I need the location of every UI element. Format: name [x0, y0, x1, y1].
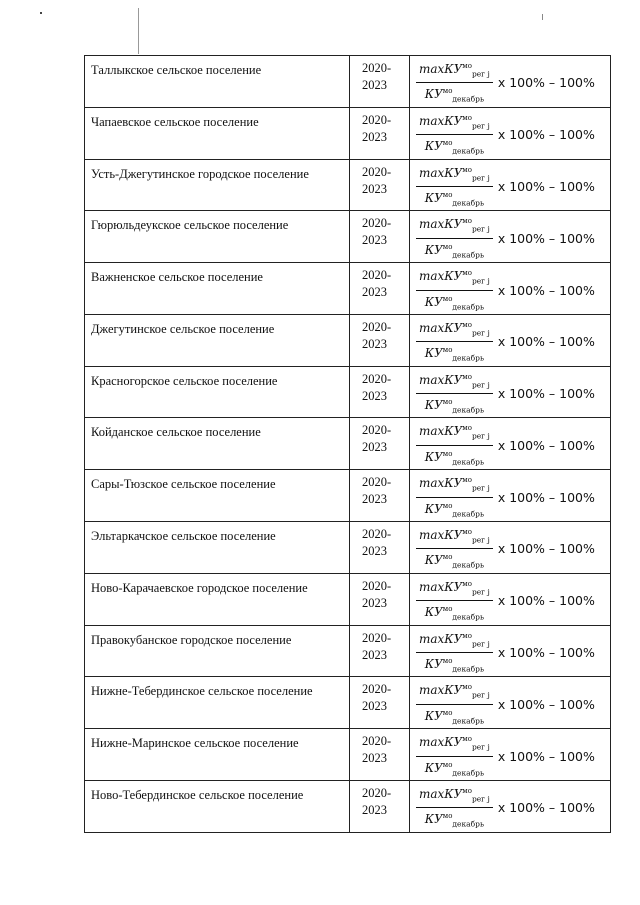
- formula-tail: x 100% – 100%: [497, 75, 595, 91]
- table-row: [85, 263, 611, 315]
- formula-tail: x 100% – 100%: [497, 748, 595, 764]
- formula-denominator: $КУ^{мо}_{декабрь}$: [424, 812, 485, 829]
- settlement-name: Правокубанское городское поселение: [91, 632, 292, 647]
- period-text: 2020- 2023: [362, 785, 392, 817]
- settlement-name: Чапаевское сельское поселение: [91, 114, 259, 129]
- settlement-cell: [85, 729, 350, 781]
- scan-mark-dot: [40, 12, 42, 14]
- formula-cell: [410, 522, 611, 574]
- settlement-cell: [85, 211, 350, 263]
- period-text: 2020- 2023: [362, 578, 392, 610]
- formula: [410, 522, 610, 573]
- formula-cell: [410, 366, 611, 418]
- formula-tail: x 100% – 100%: [497, 437, 595, 453]
- formula-denominator: $КУ^{мо}_{декабрь}$: [424, 708, 485, 726]
- settlement-name: Сары-Тюзское сельское поселение: [91, 477, 276, 492]
- settlement-name: Нижне-Тебердинское сельское поселение: [91, 684, 313, 699]
- period-cell: [350, 56, 410, 108]
- formula-cell: [410, 729, 611, 781]
- table-row: [85, 780, 611, 832]
- period-text: 2020- 2023: [362, 61, 392, 92]
- formula-numerator: maxКУ$^{мо}_{рег j}$: [416, 473, 493, 497]
- formula: [410, 108, 610, 159]
- formula-cell: [410, 470, 611, 522]
- formula-fraction: [416, 318, 493, 366]
- municipal-indicator-table: [84, 55, 611, 833]
- period-cell: [350, 470, 410, 522]
- period-cell: [350, 522, 410, 574]
- formula-tail: x 100% – 100%: [497, 593, 595, 609]
- settlement-cell: [85, 263, 350, 315]
- table-row: [85, 729, 611, 781]
- settlement-cell: [85, 677, 350, 729]
- formula-numerator: maxКУ$^{мо}_{рег j}$: [416, 784, 493, 808]
- formula-tail: x 100% – 100%: [497, 489, 595, 505]
- formula-cell: [410, 107, 611, 159]
- period-text: 2020- 2023: [362, 164, 392, 196]
- formula-denominator: $КУ^{мо}_{декабрь}$: [424, 449, 485, 467]
- settlement-cell: [85, 314, 350, 366]
- formula: [410, 677, 610, 728]
- period-cell: [350, 211, 410, 263]
- settlement-cell: [85, 56, 350, 108]
- formula-fraction: [416, 266, 493, 314]
- formula-tail: x 100% – 100%: [497, 696, 595, 712]
- formula-numerator: maxКУ$^{мо}_{рег j}$: [416, 59, 493, 83]
- formula-denominator: $КУ^{мо}_{декабрь}$: [424, 760, 485, 777]
- settlement-name: Важненское сельское поселение: [91, 270, 263, 285]
- formula-fraction: [416, 680, 493, 728]
- formula: [410, 574, 610, 625]
- formula: [410, 263, 610, 314]
- table-row: [85, 677, 611, 729]
- formula-denominator: $КУ^{мо}_{декабрь}$: [424, 656, 485, 674]
- formula-fraction: [416, 732, 493, 780]
- formula: [410, 160, 610, 211]
- formula: [410, 418, 610, 469]
- period-cell: [350, 314, 410, 366]
- table-row: [85, 211, 611, 263]
- period-cell: [350, 366, 410, 418]
- period-text: 2020- 2023: [362, 319, 392, 351]
- formula-tail: x 100% – 100%: [497, 178, 595, 194]
- settlement-name: Усть-Джегутинское городское поселение: [91, 166, 309, 181]
- period-text: 2020- 2023: [362, 475, 392, 507]
- formula-denominator: $КУ^{мо}_{декабрь}$: [424, 605, 485, 622]
- period-cell: [350, 677, 410, 729]
- formula-numerator: maxКУ$^{мо}_{рег j}$: [416, 111, 493, 135]
- settlement-cell: [85, 366, 350, 418]
- settlement-name: Ново-Тебердинское сельское поселение: [91, 787, 304, 802]
- formula-tail: x 100% – 100%: [497, 127, 595, 143]
- formula-cell: [410, 314, 611, 366]
- period-text: 2020- 2023: [362, 527, 392, 559]
- settlement-cell: [85, 470, 350, 522]
- formula-tail: x 100% – 100%: [497, 334, 595, 350]
- formula-numerator: maxКУ$^{мо}_{рег j}$: [416, 214, 493, 238]
- formula-numerator: maxКУ$^{мо}_{рег j}$: [416, 577, 493, 601]
- period-cell: [350, 418, 410, 470]
- period-cell: [350, 573, 410, 625]
- period-cell: [350, 159, 410, 211]
- settlement-cell: [85, 522, 350, 574]
- formula-numerator: maxКУ$^{мо}_{рег j}$: [416, 163, 493, 187]
- formula: [410, 729, 610, 780]
- formula-fraction: [416, 214, 493, 262]
- period-text: 2020- 2023: [362, 371, 392, 403]
- formula-cell: [410, 159, 611, 211]
- table-row: [85, 522, 611, 574]
- settlement-name: Джегутинское сельское поселение: [91, 321, 275, 336]
- formula-fraction: [416, 577, 493, 625]
- settlement-name: Эльтаркачское сельское поселение: [91, 529, 276, 544]
- formula-numerator: maxКУ$^{мо}_{рег j}$: [416, 266, 493, 290]
- formula-cell: [410, 780, 611, 832]
- formula: [410, 626, 610, 677]
- table-row: [85, 107, 611, 159]
- formula-denominator: $КУ^{мо}_{декабрь}$: [424, 553, 485, 570]
- period-text: 2020- 2023: [362, 423, 392, 455]
- formula-numerator: maxКУ$^{мо}_{рег j}$: [416, 525, 493, 549]
- formula-denominator: $КУ^{мо}_{декабрь}$: [424, 398, 485, 415]
- formula-cell: [410, 263, 611, 315]
- formula-tail: x 100% – 100%: [497, 230, 595, 246]
- formula-tail: x 100% – 100%: [497, 386, 595, 402]
- table-row: [85, 159, 611, 211]
- period-text: 2020- 2023: [362, 216, 392, 248]
- period-text: 2020- 2023: [362, 268, 392, 300]
- scan-mark-line: [138, 8, 139, 54]
- formula-fraction: [416, 525, 493, 573]
- formula-tail: x 100% – 100%: [497, 282, 595, 298]
- settlement-name: Койданское сельское поселение: [91, 425, 261, 440]
- settlement-name: Красногорское сельское поселение: [91, 373, 278, 388]
- period-text: 2020- 2023: [362, 734, 392, 766]
- formula-denominator: $КУ^{мо}_{декабрь}$: [424, 190, 485, 208]
- formula-fraction: [416, 370, 493, 418]
- formula: [410, 781, 610, 832]
- settlement-cell: [85, 780, 350, 832]
- settlement-cell: [85, 625, 350, 677]
- formula-fraction: [416, 421, 493, 469]
- formula-cell: [410, 418, 611, 470]
- formula-denominator: $КУ^{мо}_{декабрь}$: [424, 242, 485, 260]
- formula-tail: x 100% – 100%: [497, 644, 595, 660]
- formula: [410, 211, 610, 262]
- formula-denominator: $КУ^{мо}_{декабрь}$: [424, 139, 485, 156]
- table-row: [85, 314, 611, 366]
- table-row: [85, 56, 611, 108]
- period-cell: [350, 107, 410, 159]
- table-row: [85, 573, 611, 625]
- formula-denominator: $КУ^{мо}_{декабрь}$: [424, 346, 485, 363]
- formula: [410, 367, 610, 418]
- formula-numerator: maxКУ$^{мо}_{рег j}$: [416, 421, 493, 445]
- formula-numerator: maxКУ$^{мо}_{рег j}$: [416, 732, 493, 756]
- settlement-cell: [85, 418, 350, 470]
- formula: [410, 470, 610, 521]
- formula-numerator: maxКУ$^{мо}_{рег j}$: [416, 680, 493, 704]
- period-text: 2020- 2023: [362, 630, 392, 662]
- period-text: 2020- 2023: [362, 112, 392, 144]
- settlement-name: Нижне-Маринское сельское поселение: [91, 736, 299, 751]
- period-text: 2020- 2023: [362, 682, 392, 714]
- formula: [410, 56, 610, 107]
- table-row: [85, 366, 611, 418]
- formula-fraction: [416, 111, 493, 159]
- settlement-cell: [85, 107, 350, 159]
- scan-mark-tick: [542, 14, 543, 20]
- formula-cell: [410, 677, 611, 729]
- table-body: [85, 56, 611, 833]
- period-cell: [350, 780, 410, 832]
- table-row: [85, 418, 611, 470]
- formula-cell: [410, 211, 611, 263]
- formula-cell: [410, 56, 611, 108]
- formula-numerator: maxКУ$^{мо}_{рег j}$: [416, 318, 493, 342]
- formula-fraction: [416, 473, 493, 521]
- formula-cell: [410, 573, 611, 625]
- formula-denominator: $КУ^{мо}_{декабрь}$: [424, 87, 485, 104]
- table-row: [85, 625, 611, 677]
- period-cell: [350, 729, 410, 781]
- formula-denominator: $КУ^{мо}_{декабрь}$: [424, 294, 485, 311]
- formula-fraction: [416, 59, 493, 107]
- settlement-name: Ново-Карачаевское городское поселение: [91, 580, 308, 595]
- formula-denominator: $КУ^{мо}_{декабрь}$: [424, 501, 485, 519]
- formula-fraction: [416, 629, 493, 677]
- settlement-cell: [85, 573, 350, 625]
- settlement-name: Таллыкское сельское поселение: [91, 63, 262, 77]
- formula-cell: [410, 625, 611, 677]
- formula-numerator: maxКУ$^{мо}_{рег j}$: [416, 629, 493, 653]
- period-cell: [350, 625, 410, 677]
- settlement-name: Гюрюльдеукское сельское поселение: [91, 218, 289, 233]
- settlement-cell: [85, 159, 350, 211]
- formula-tail: x 100% – 100%: [497, 541, 595, 557]
- formula-fraction: [416, 163, 493, 211]
- formula-numerator: maxКУ$^{мо}_{рег j}$: [416, 370, 493, 394]
- period-cell: [350, 263, 410, 315]
- formula: [410, 315, 610, 366]
- formula-fraction: [416, 784, 493, 832]
- table-row: [85, 470, 611, 522]
- formula-tail: x 100% – 100%: [497, 800, 595, 816]
